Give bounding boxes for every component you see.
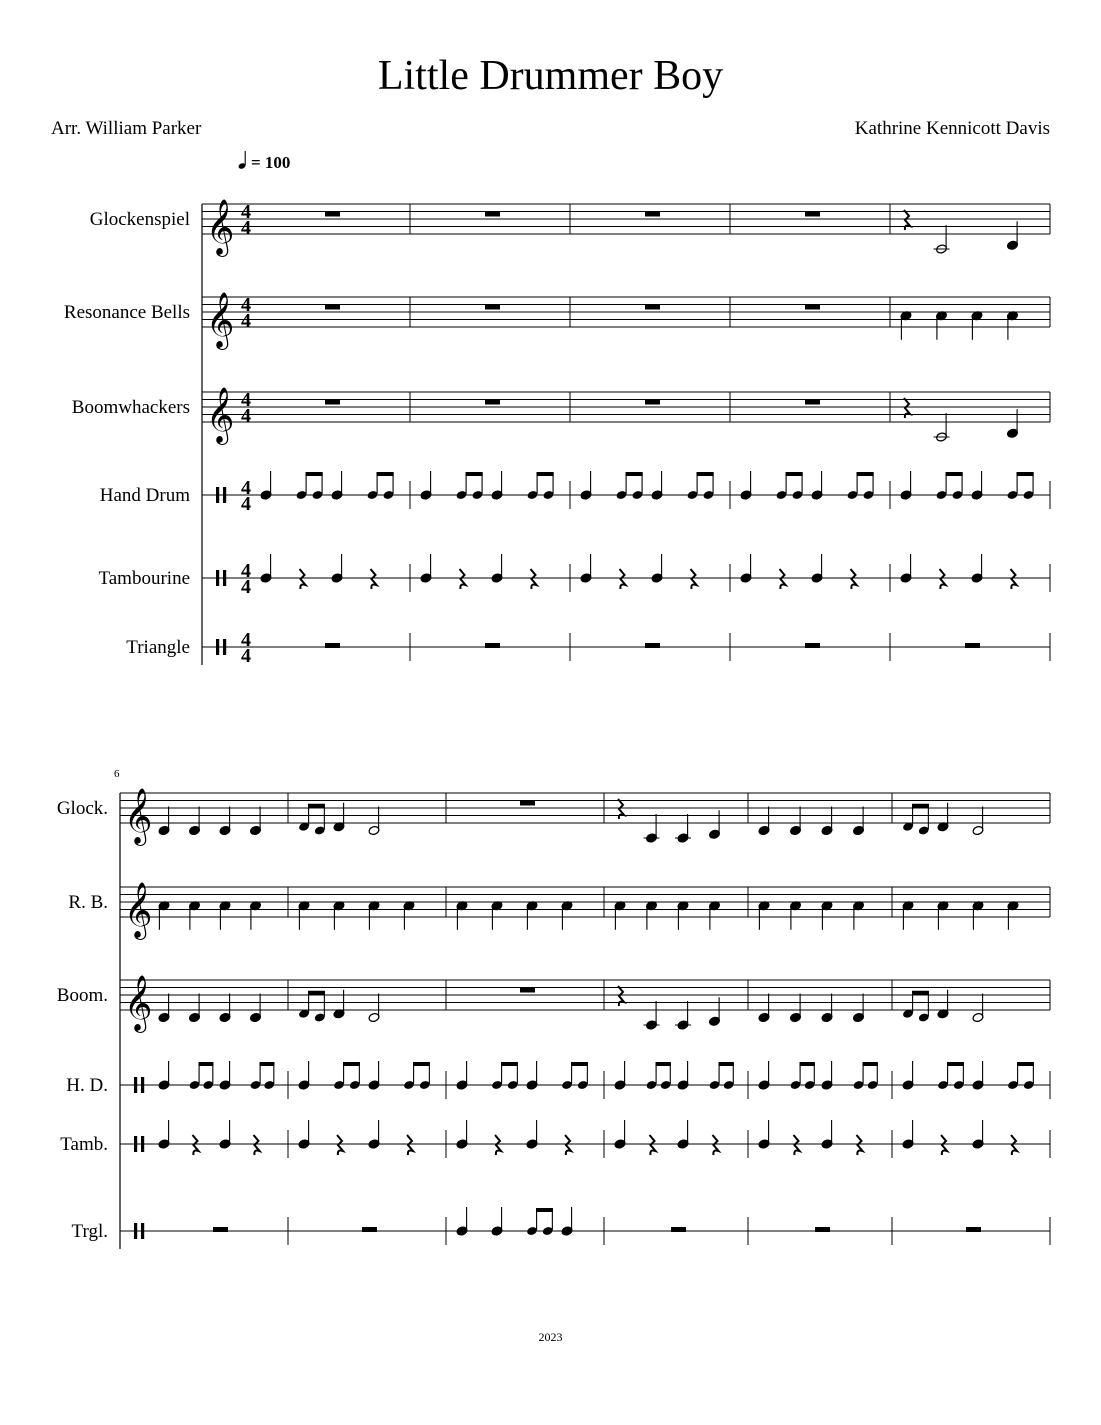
beam [571,1062,588,1066]
quarter-rest [460,569,466,589]
staff [57,976,1050,1033]
quarter-rest [1011,1135,1017,1155]
whole-rest [325,305,340,310]
time-signature-numerator: 4 [241,477,251,499]
treble-clef-icon: 𝄞 [206,389,235,442]
whole-rest [805,305,820,310]
quarter-rest [300,569,306,589]
percussion-clef-icon [223,570,226,586]
arranger-credit: Arr. William Parker [51,118,202,139]
beam [946,472,963,476]
beam [719,1062,734,1066]
quarter-rest [565,1135,571,1155]
beam [656,1062,671,1066]
whole-rest [815,1227,830,1232]
beam [536,1208,553,1212]
whole-rest [213,1227,228,1232]
time-signature-denominator: 4 [241,310,251,332]
whole-rest [645,400,660,405]
staff-label: Boom. [56,985,108,1006]
staff [64,293,1050,350]
time-signature-numerator: 4 [241,629,251,651]
beam [626,472,643,476]
beam [912,804,929,808]
quarter-rest [780,569,786,589]
quarter-rest [691,569,697,589]
whole-rest [645,305,660,310]
percussion-clef-icon [216,570,219,586]
treble-clef-icon: 𝄞 [206,294,235,347]
whole-rest [485,305,500,310]
whole-rest [325,643,340,648]
quarter-rest [794,1135,800,1155]
quarter-rest [851,569,857,589]
staff-label: Trgl. [71,1221,108,1242]
whole-rest [805,643,820,648]
whole-rest [485,643,500,648]
beam [912,991,929,995]
quarter-rest [941,1135,947,1155]
system [57,768,1050,1249]
beam [260,1062,275,1066]
treble-clef-icon: 𝄞 [206,201,235,254]
beam [1017,472,1034,476]
time-signature-numerator: 4 [241,389,251,411]
beam [308,991,325,995]
staff [126,629,1050,667]
whole-rest [325,212,340,217]
measure-number: 6 [114,768,120,780]
time-signature-numerator: 4 [241,201,251,223]
staff [57,789,1050,846]
time-signature-numerator: 4 [241,294,251,316]
whole-rest [520,988,535,993]
beam [377,472,394,476]
staff [72,388,1050,445]
percussion-clef-icon [216,487,219,503]
staff [100,471,1050,515]
page-title: Little Drummer Boy [377,53,724,99]
staff-label: Tambourine [98,568,190,589]
beam [413,1062,430,1066]
quarter-rest [371,569,377,589]
whole-rest [325,400,340,405]
staff [72,1207,1050,1245]
footer-year: 2023 [538,1330,563,1344]
staff [60,1120,1050,1158]
percussion-clef-icon [223,639,226,655]
quarter-rest [407,1135,413,1155]
beam [306,472,323,476]
quarter-rest [650,1135,656,1155]
tempo-marking [238,151,291,172]
whole-rest [485,212,500,217]
whole-rest [966,1227,981,1232]
percussion-clef-icon [141,1077,144,1093]
percussion-clef-icon [134,1136,137,1152]
treble-clef-icon: 𝄞 [124,790,153,843]
percussion-clef-icon [216,639,219,655]
whole-rest [645,643,660,648]
beam [863,1062,878,1066]
staff-label: Glock. [56,798,108,819]
time-signature-denominator: 4 [241,493,251,515]
quarter-rest [254,1135,260,1155]
quarter-rest [193,1135,199,1155]
quarter-rest [337,1135,343,1155]
staff [68,883,1050,940]
beam [786,472,803,476]
whole-rest [645,212,660,217]
quarter-rest [857,1135,863,1155]
percussion-clef-icon [134,1077,137,1093]
time-signature-denominator: 4 [241,645,251,667]
whole-rest [671,1227,686,1232]
time-signature-denominator: 4 [241,217,251,239]
beam [537,472,554,476]
beam [343,1062,360,1066]
staff-label: Triangle [126,637,190,658]
quarter-rest [713,1135,719,1155]
beam [857,472,874,476]
percussion-clef-icon [141,1223,144,1239]
staff [98,554,1050,598]
whole-rest [485,400,500,405]
quarter-rest [620,569,626,589]
whole-rest [520,801,535,806]
staff-label: Glockenspiel [89,209,190,230]
staff [66,1061,1050,1099]
time-signature-numerator: 4 [241,560,251,582]
composer-credit: Kathrine Kennicott Davis [854,118,1050,139]
beam [501,1062,518,1066]
quarter-rest [531,569,537,589]
beam [947,1062,964,1066]
quarter-rest [940,569,946,589]
time-signature-denominator: 4 [241,405,251,427]
staff-label: R. B. [68,892,108,913]
beam [199,1062,214,1066]
percussion-clef-icon [141,1136,144,1152]
whole-rest [965,643,980,648]
staff-label: H. D. [66,1075,108,1096]
whole-rest [805,212,820,217]
beam [800,1062,815,1066]
quarter-rest [1011,569,1017,589]
staff-label: Boomwhackers [71,397,190,418]
tempo-value: = 100 [251,153,291,172]
treble-clef-icon: 𝄞 [124,884,153,937]
percussion-clef-icon [134,1223,137,1239]
staff-label: Resonance Bells [63,302,190,323]
system [64,200,1050,667]
beam [308,804,325,808]
percussion-clef-icon [223,487,226,503]
staff-label: Tamb. [60,1134,108,1155]
treble-clef-icon: 𝄞 [124,977,153,1030]
whole-rest [805,400,820,405]
beam [697,472,714,476]
whole-rest [362,1227,377,1232]
time-signature-denominator: 4 [241,576,251,598]
staff-label: Hand Drum [99,485,190,506]
quarter-rest [495,1135,501,1155]
staff [90,200,1050,257]
beam [1017,1062,1034,1066]
beam [466,472,483,476]
